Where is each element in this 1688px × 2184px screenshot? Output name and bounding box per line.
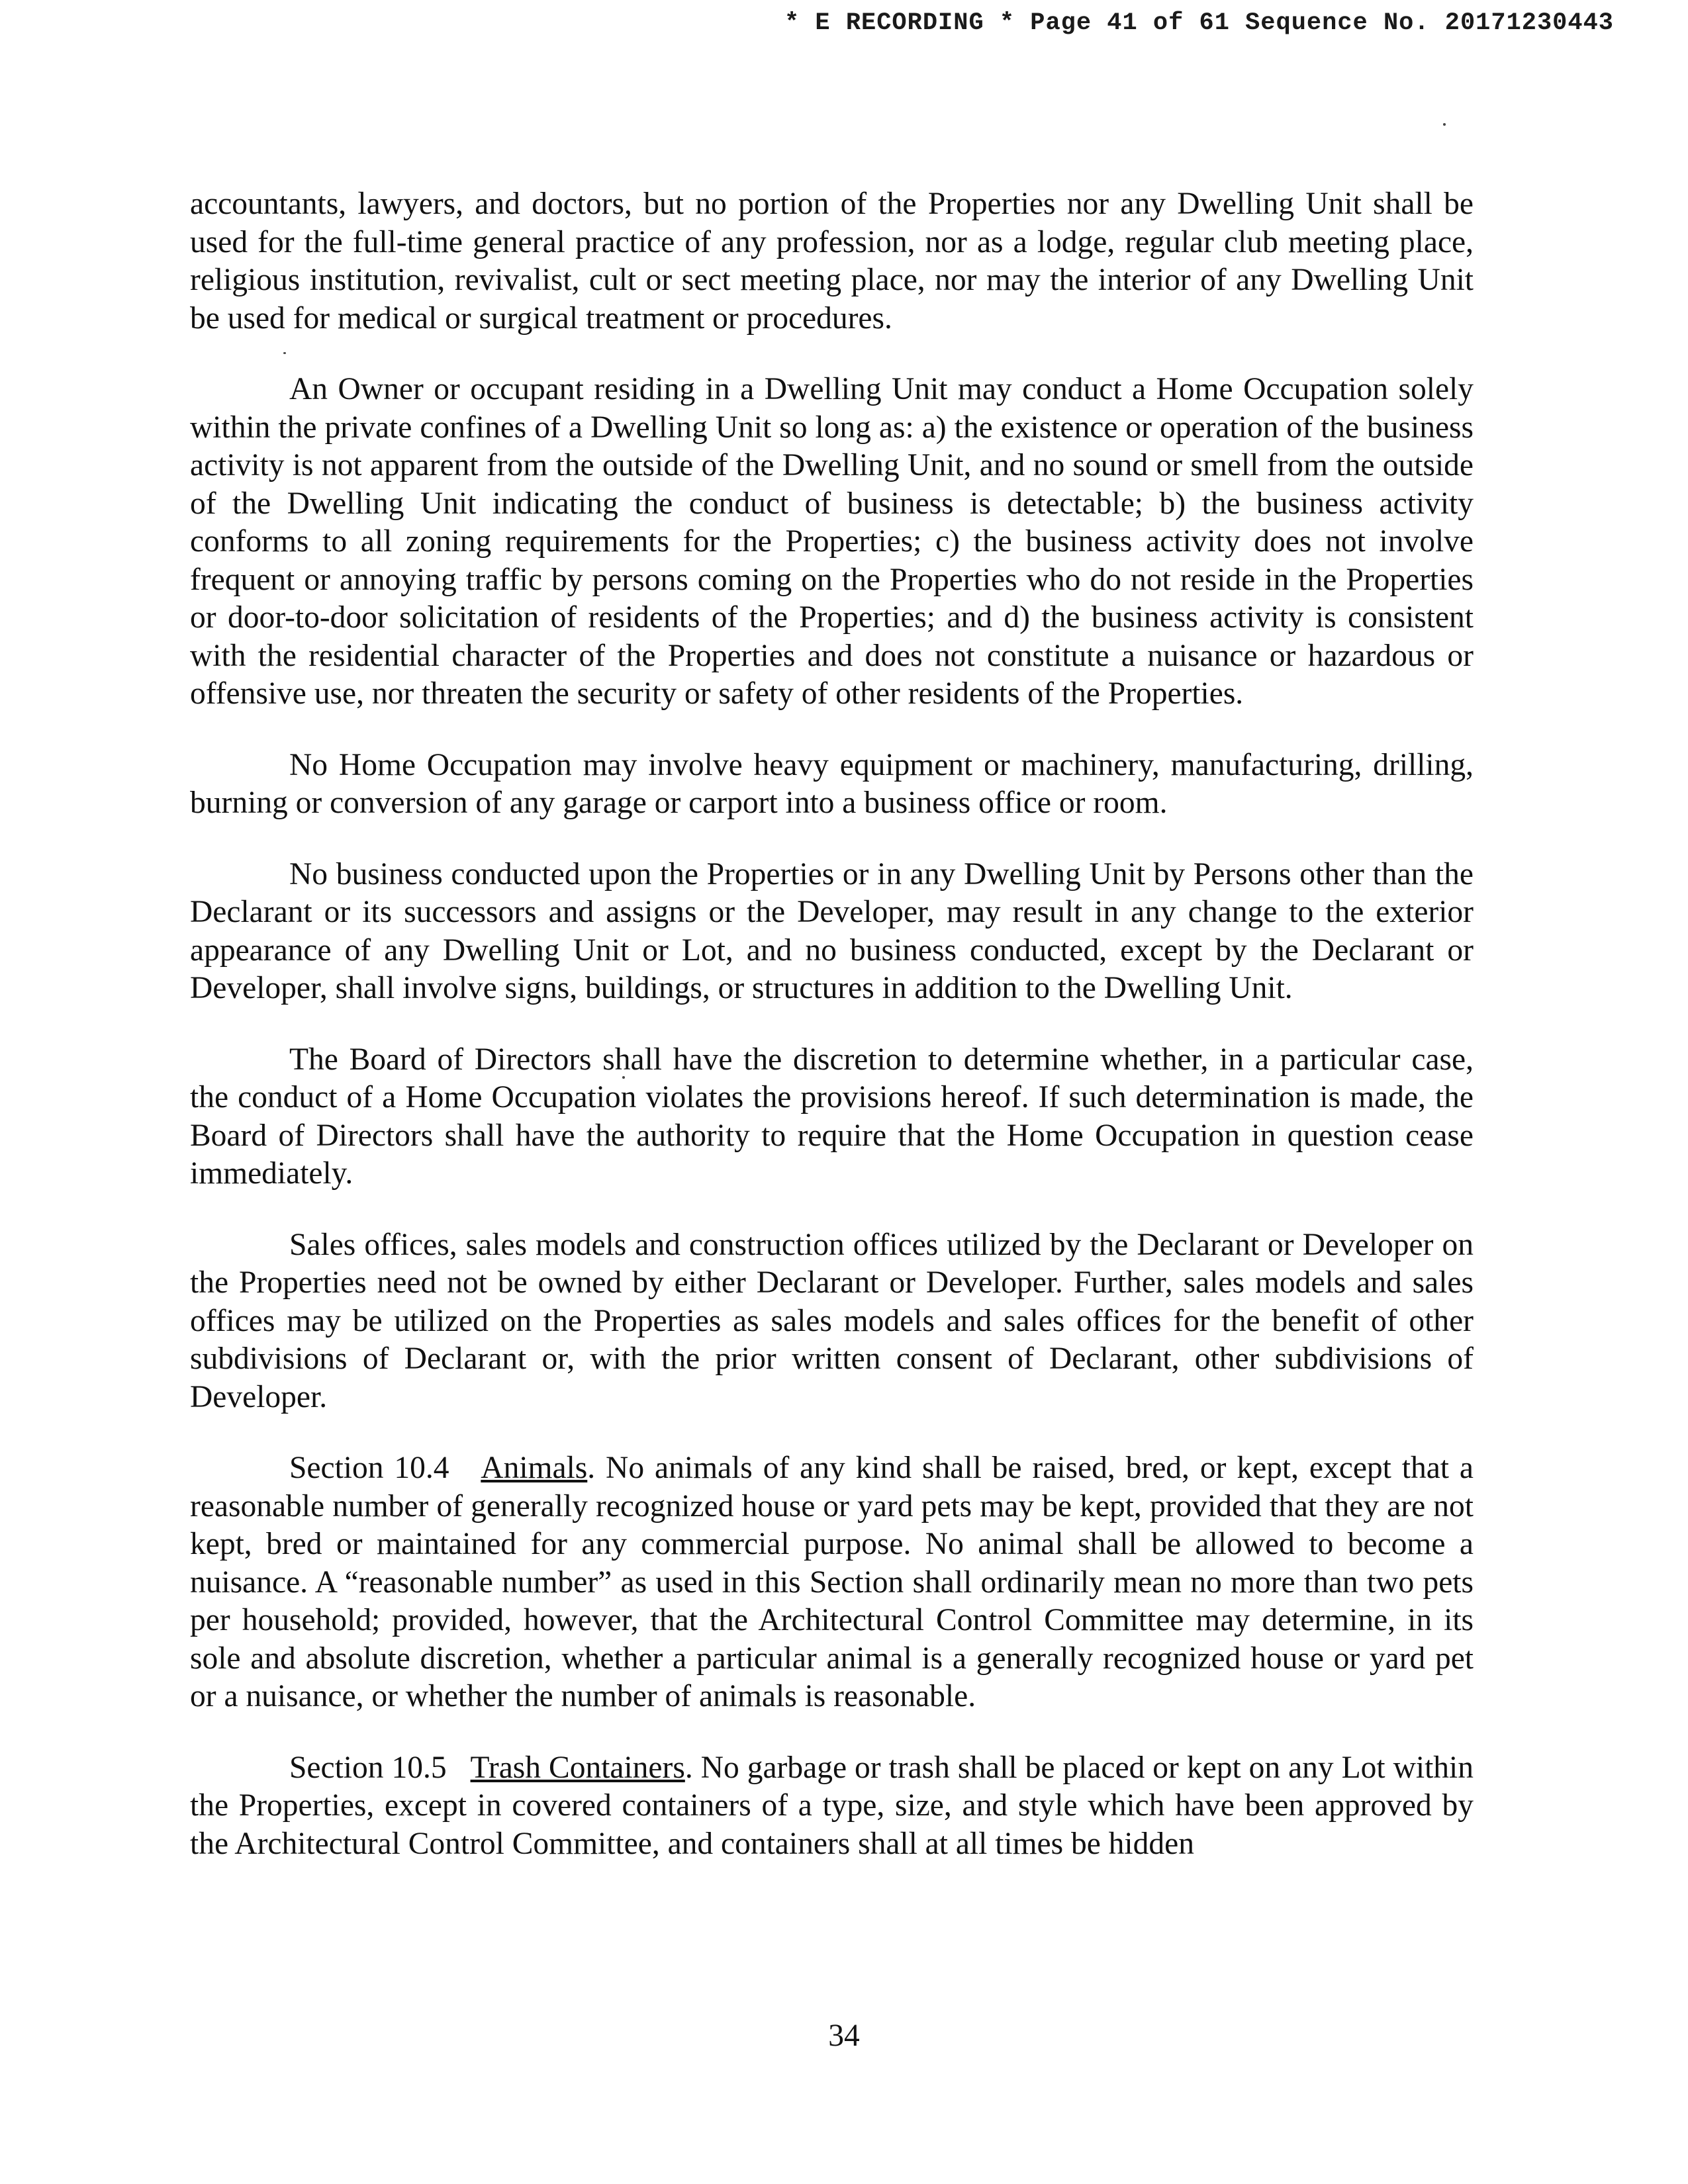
section-heading: Trash Containers [470,1750,685,1785]
section-text: . No garbage or trash shall be placed or kept on any Lot within the Properties, except in covered containers of a type, size, and style which have been approved by the Architectural Control Committee, and containers shall at all times be hidden [190,1750,1474,1861]
scan-speck [1443,123,1446,126]
section-number: Section 10.5 [289,1750,447,1785]
paragraph-home-occupation-restrictions: No Home Occupation may involve heavy equipment or machinery, manufacturing, drilling, burning or conversion of any garage or carport into a business office or room. [190,747,1474,820]
section-heading: Animals [481,1451,588,1485]
paragraph-business-appearance: No business conducted upon the Properties or in any Dwelling Unit by Persons other than the Declarant or its successors and assigns or the Developer, may result in any change to the exterior appearance of any Dwelling Unit or Lot, and no business conducted, except by the Declarant or Developer, shall involve signs, buildings, or structures in addition to the Dwelling Unit. [190,856,1474,1005]
page-number: 34 [828,2019,860,2053]
document-body [190,185,1474,1896]
paragraph-permitted-uses: accountants, lawyers, and doctors, but no portion of the Properties nor any Dwelling Unit shall be used for the full-time general practice of any profession, nor as a lodge, regular club meeting place, religious institution, revivalist, cult or sect meeting place, nor may the interior of any Dwelling Unit be used for medical or surgical treatment or procedures. [190,187,1474,336]
paragraph-sales-offices: Sales offices, sales models and construction offices utilized by the Declarant or Developer on the Properties need not be owned by either Declarant or Developer. Further, sales models and sales offices may be utilized on the Properties as sales models and sales offices for the benefit of other subdivisions of Declarant or, with the prior written consent of Declarant, other subdivisions of Developer. [190,1227,1474,1414]
section-10-5-trash-containers [190,1749,1474,1864]
section-text: . No animals of any kind shall be raised, bred, or kept, except that a reasonable number of generally recognized house or yard pets may be kept, provided that they are not kept, bred or maintained for any commercial purpose. No animal shall be allowed to become a nuisance. A “reasonable number” as used in this Section shall ordinarily mean no more than two pets per household; provided, however, that the Architectural Control Committee may determine, in its sole and absolute discretion, whether a particular animal is a generally recognized house or yard pet or a nuisance, or whether the number of animals is reasonable. [190,1451,1474,1713]
section-number: Section 10.4 [289,1451,449,1485]
recording-header: * E RECORDING * Page 41 of 61 Sequence No. 20171230443 [784,9,1614,37]
paragraph-board-discretion: The Board of Directors shall have the discretion to determine whether, in a particular case, the conduct of a Home Occupation violates the provisions hereof. If such determination is made, the Board of Directors shall have the authority to require that the Home Occupation in question cease immediately. [190,1042,1474,1191]
paragraph-home-occupation-conditions: An Owner or occupant residing in a Dwelling Unit may conduct a Home Occupation solely within the private confines of a Dwelling Unit so long as: a) the existence or operation of the business activity is not apparent from the outside of the Dwelling Unit, and no sound or smell from the outside of the Dwelling Unit indicating the conduct of business is detectable; b) the business activity conforms to all zoning requirements for the Properties; c) the business activity does not involve frequent or annoying traffic by persons coming on the Properties who do not reside in the Properties or door-to-door solicitation of residents of the Properties; and d) the business activity is consistent with the residential character of the Properties and does not constitute a nuisance or hazardous or offensive use, nor threaten the security or safety of other residents of the Properties. [190,372,1474,711]
section-10-4-animals [190,1449,1474,1716]
